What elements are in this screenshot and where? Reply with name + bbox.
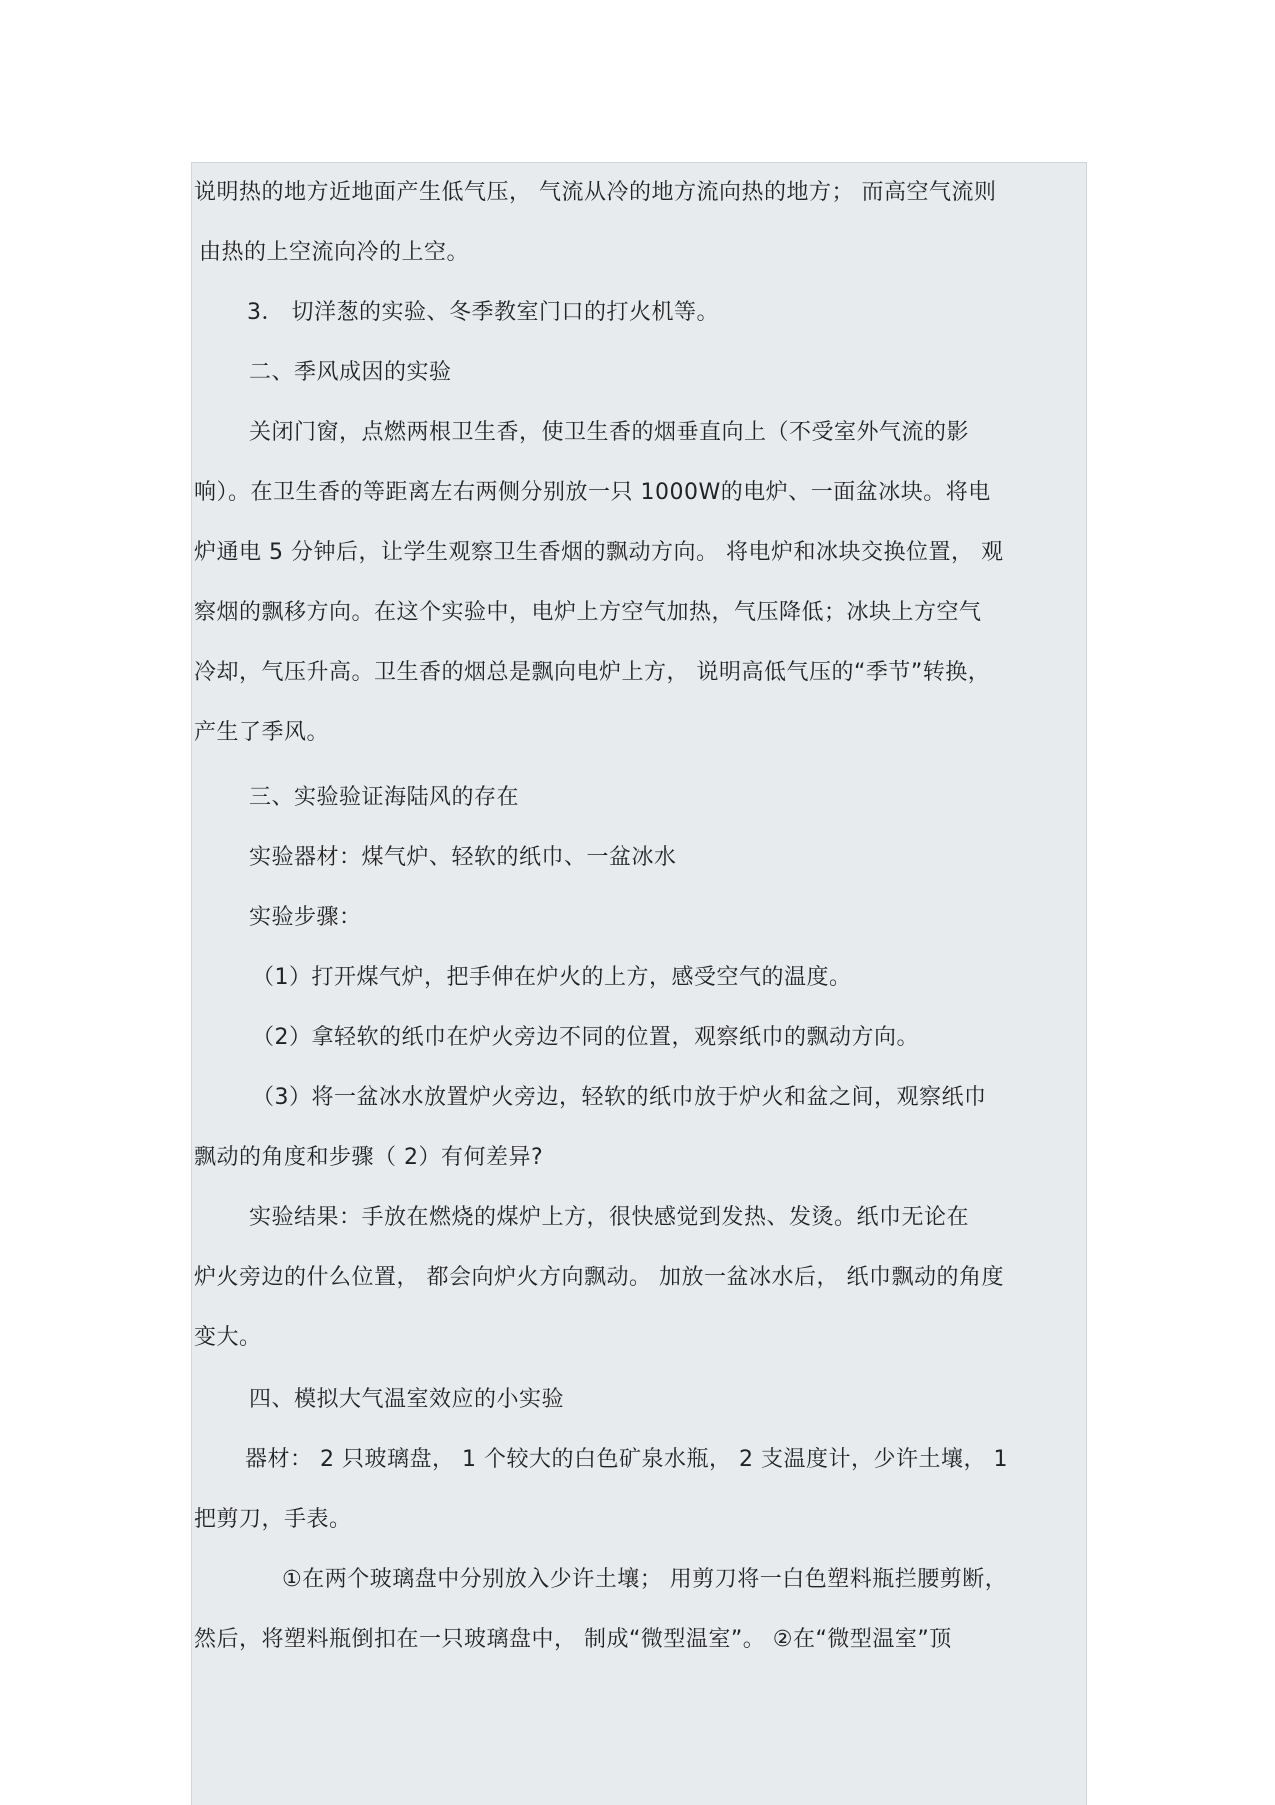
text-line: 器材： 2 只玻璃盘， 1 个较大的白色矿泉水瓶， 2 支温度计，少许土壤， 1 <box>245 1447 1008 1472</box>
text-line: 说明热的地方近地面产生低气压， 气流从冷的地方流向热的地方； 而高空气流则 <box>194 180 997 205</box>
text-line: 实验器材：煤气炉、轻软的纸巾、一盆冰水 <box>249 845 677 870</box>
text-line: 关闭门窗，点燃两根卫生香，使卫生香的烟垂直向上（不受室外气流的影 <box>249 420 970 445</box>
text-line: 炉火旁边的什么位置， 都会向炉火方向飘动。 加放一盆冰水后， 纸巾飘动的角度 <box>194 1265 1004 1290</box>
text-line: 产生了季风。 <box>194 720 330 745</box>
text-line: 冷却，气压升高。卫生香的烟总是飘向电炉上方， 说明高低气压的“季节”转换， <box>194 660 991 685</box>
text-line: 实验结果：手放在燃烧的煤炉上方，很快感觉到发热、发烫。纸巾无论在 <box>249 1205 970 1230</box>
text-line: 然后，将塑料瓶倒扣在一只玻璃盘中， 制成“微型温室”。 ②在“微型温室”顶 <box>194 1627 952 1652</box>
document-page <box>191 162 1087 1805</box>
text-line: 察烟的飘移方向。在这个实验中，电炉上方空气加热，气压降低；冰块上方空气 <box>194 600 982 625</box>
section-heading: 二、季风成因的实验 <box>249 360 452 385</box>
text-line: ①在两个玻璃盘中分别放入少许土壤； 用剪刀将一白色塑料瓶拦腰剪断， <box>282 1567 1008 1592</box>
section-heading: 四、模拟大气温室效应的小实验 <box>249 1387 565 1412</box>
list-item: （3）将一盆冰水放置炉火旁边，轻软的纸巾放于炉火和盆之间，观察纸巾 <box>252 1085 987 1110</box>
text-line: 变大。 <box>194 1325 262 1350</box>
text-line: 炉通电 5 分钟后，让学生观察卫生香烟的飘动方向。 将电炉和冰块交换位置， 观 <box>194 540 1004 565</box>
list-item: （1）打开煤气炉，把手伸在炉火的上方，感受空气的温度。 <box>252 965 852 990</box>
section-heading: 三、实验验证海陆风的存在 <box>249 785 520 810</box>
text-line: 把剪刀，手表。 <box>194 1507 352 1532</box>
text-line: 实验步骤： <box>249 905 362 930</box>
text-line: 响）。在卫生香的等距离左右两侧分别放一只 1000W的电炉、一面盆冰块。将电 <box>194 480 991 505</box>
text-line: 飘动的角度和步骤（ 2）有何差异? <box>194 1145 544 1170</box>
text-line: 3． 切洋葱的实验、冬季教室门口的打火机等。 <box>247 300 719 325</box>
list-item: （2）拿轻软的纸巾在炉火旁边不同的位置，观察纸巾的飘动方向。 <box>252 1025 919 1050</box>
text-line: 由热的上空流向冷的上空。 <box>199 240 470 265</box>
